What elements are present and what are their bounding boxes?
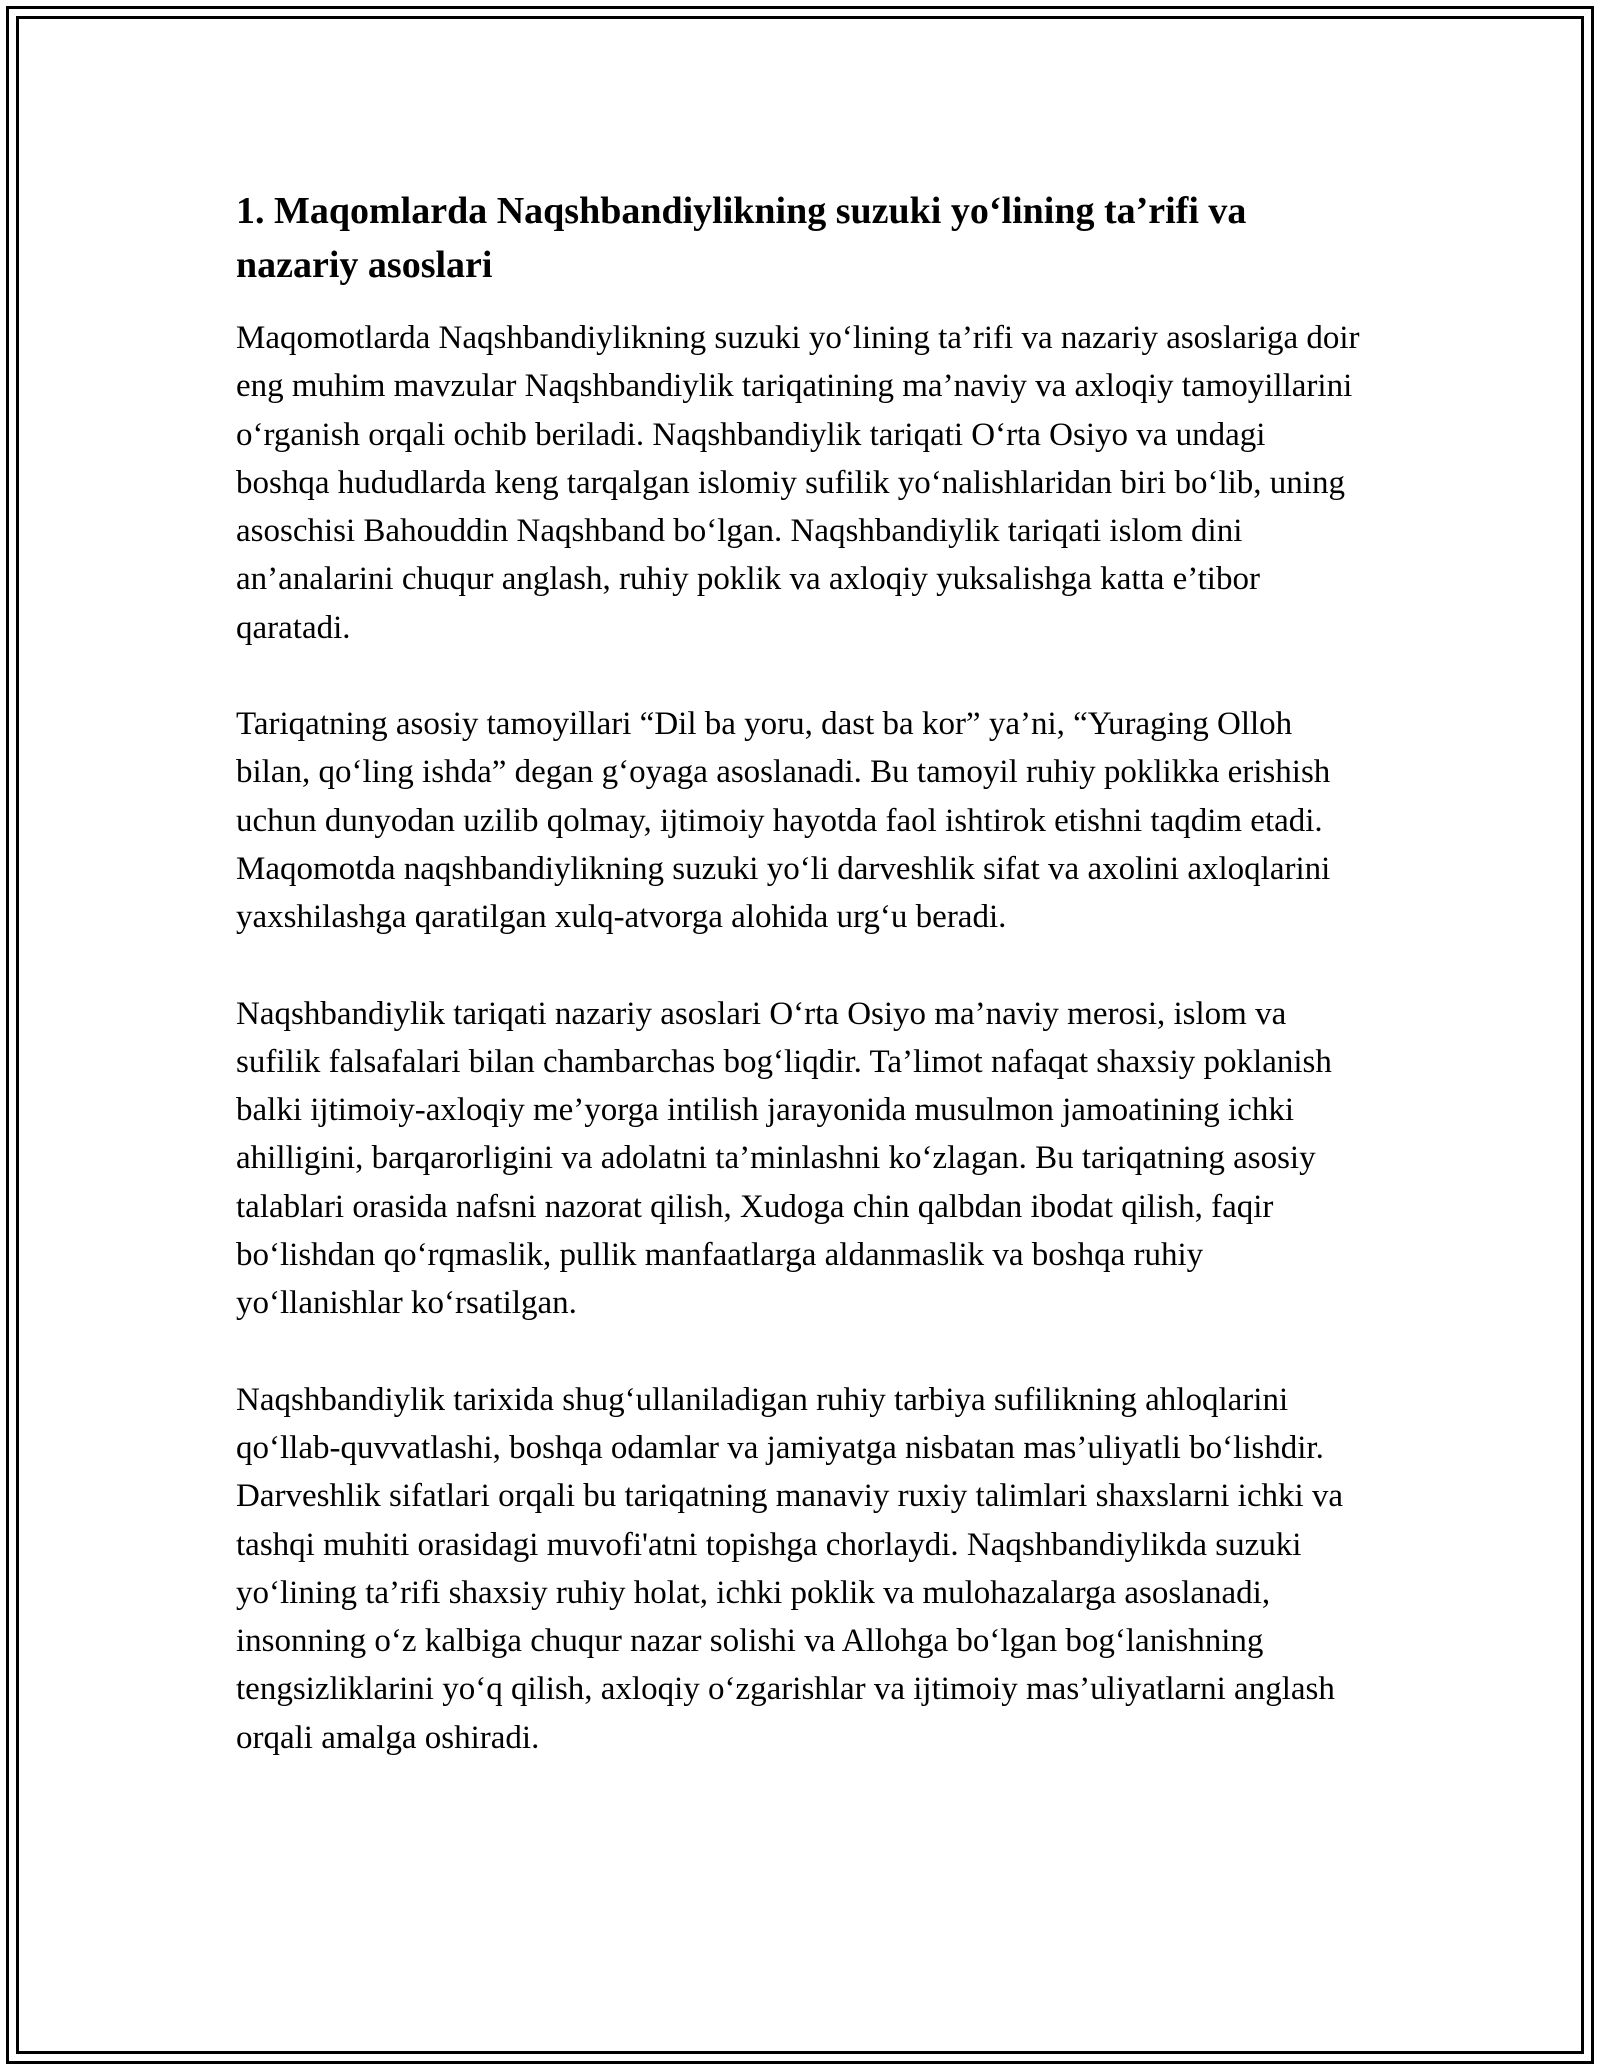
paragraph-1: Maqomotlarda Naqshbandiylikning suzuki yo‘lining ta’rifi va nazariy asoslariga doir eng muhim mavzular Naqshbandiylik tariqatining ma’naviy va axloqiy tamoyillarini o‘rganish orqali ochib beriladi. Naqshbandiylik tariqati O‘rta Osiyo va undagi boshqa hududlarda keng tarqalgan islomiy sufilik yo‘nalishlaridan biri bo‘lib, uning asoschisi Bahouddin Naqshband bo‘lgan. Naqshbandiylik tariqati islom dini an’analarini chuqur anglash, ruhiy poklik va axloqiy yuksalishga katta e’tibor qaratadi. (236, 320, 1360, 646)
section-heading: 1. Maqomlarda Naqshbandiylikning suzuki yo‘lining ta’rifi va nazariy asoslari (236, 190, 1247, 286)
paragraph-4: Naqshbandiylik tarixida shug‘ullaniladigan ruhiy tarbiya sufilikning ahloqlarini qo‘llab-quvvatlashi, boshqa odamlar va jamiyatga nisbatan mas’uliyatli bo‘lishdir. Darveshlik sifatlari orqali bu tariqatning manaviy ruxiy talimlari shaxslarni ichki va tashqi muhiti orasidagi muvofi'atni topishga chorlaydi. Naqshbandiylikda suzuki yo‘lining ta’rifi shaxsiy ruhiy holat, ichki poklik va mulohazalarga asoslanadi, insonning o‘z kalbiga chuqur nazar solishi va Allohga bo‘lgan bog‘lanishning tengsizliklarini yo‘q qilish, axloqiy o‘zgarishlar va ijtimoiy mas’uliyatlarni anglash orqali amalga oshiradi. (236, 1381, 1344, 1756)
paragraph-3: Naqshbandiylik tariqati nazariy asoslari O‘rta Osiyo ma’naviy merosi, islom va sufilik falsafalari bilan chambarchas bog‘liqdir. Ta’limot nafaqat shaxsiy poklanish balki ijtimoiy-axloqiy me’yorga intilish jarayonida musulmon jamoatining ichki ahilligini, barqarorligini va adolatni ta’minlashni ko‘zlagan. Bu tariqatning asosiy talablari orasida nafsni nazorat qilish, Xudoga chin qalbdan ibodat qilish, faqir bo‘lishdan qo‘rqmaslik, pullik manfaatlarga aldanmaslik va boshqa ruhiy yo‘llanishlar ko‘rsatilgan. (236, 995, 1332, 1322)
document-body (236, 184, 1366, 1762)
paragraph-2: Tariqatning asosiy tamoyillari “Dil ba yoru, dast ba kor” ya’ni, “Yuraging Olloh bilan, qo‘ling ishda” degan g‘oyaga asoslanadi. Bu tamoyil ruhiy poklikka erishish uchun dunyodan uzilib qolmay, ijtimoiy hayotda faol ishtirok etishni taqdim etadi. Maqomotda naqshbandiylikning suzuki yo‘li darveshlik sifat va axolini axloqlarini yaxshilashga qaratilgan xulq-atvorga alohida urg‘u beradi. (236, 706, 1331, 936)
